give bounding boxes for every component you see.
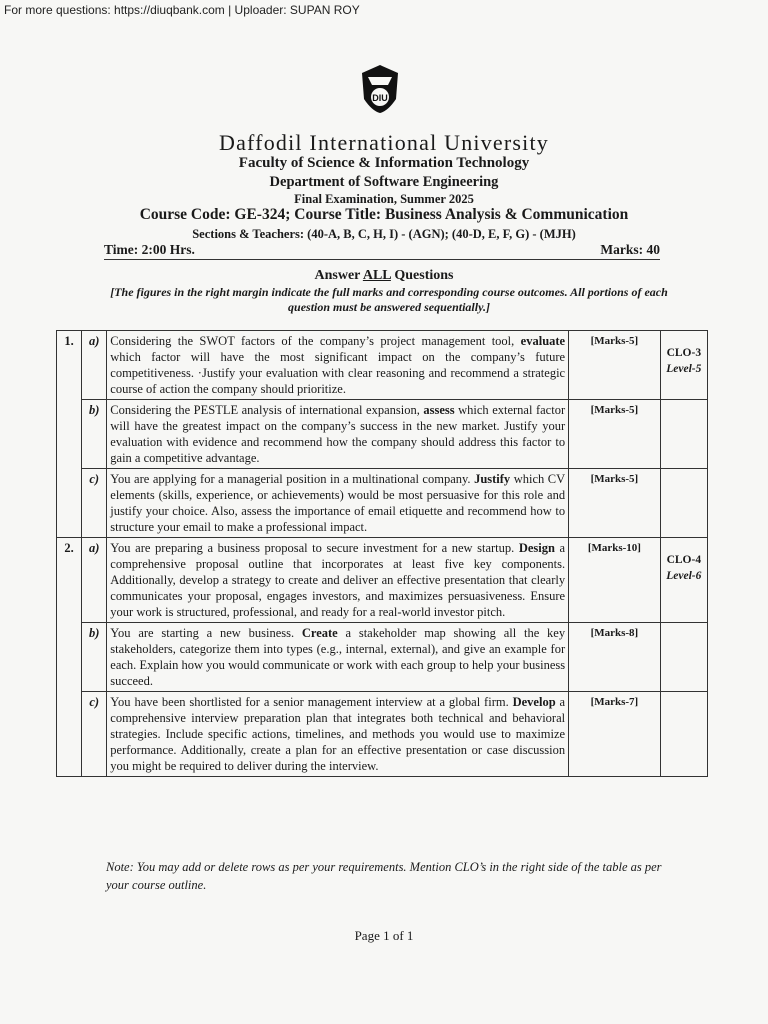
keyword: Create (301, 626, 338, 640)
answer-suffix: Questions (390, 268, 454, 283)
crest-text: DIU (372, 93, 388, 103)
answer-all-heading (0, 268, 768, 284)
course-title: Course Code: GE-324; Course Title: Business Analysis & Communication (139, 206, 629, 223)
question-table (56, 330, 708, 777)
question-row (57, 623, 708, 692)
question-row (57, 331, 708, 400)
question-text: You are preparing a business proposal to secure investment for a new startup. Design a comprehensive proposal outline that incorporates at least five key components. Additionally, develop a strategy to create and deliver an effective presentation that clearly communicates your proposal, engages investors, and maximizes persuasiveness. Ensure your work is structured, professional, and ready for a real-world investor pitch. (107, 538, 569, 623)
university-name: Daffodil International University (218, 130, 549, 155)
university-crest-icon (358, 63, 402, 115)
clo-cell (660, 400, 707, 469)
question-text: You have been shortlisted for a senior management interview at a global firm. Develop a comprehensive interview preparation plan that integrates both technical and behavioral strategies. Include specific actions, timelines, and methods you would use to maximize performance. Additionally, create a plan for an effective presentation or case discussion you might be required to deliver during the interview. (107, 692, 569, 777)
instructions: [The figures in the right margin indicate the full marks and corresponding course outcomes. All portions of each question must be answered sequentially.] (110, 285, 668, 314)
keyword: Justify (474, 472, 511, 486)
part-marks: [Marks-10] (569, 538, 661, 623)
question-text: You are starting a new business. Create a stakeholder map showing all the key stakeholders, categorize them into types (e.g., internal, external), and give an example for each. Explain how you would communicate or work with each group to help your business succeed. (107, 623, 569, 692)
faculty-name: Faculty of Science & Information Technology (238, 155, 530, 171)
part-label: a) (82, 538, 107, 623)
question-text: Considering the PESTLE analysis of international expansion, assess which external factor will have the greatest impact on the company’s success in the new market. Justify your evaluation with evidence and recommend how the company should address this factor to gain a competitive advantage. (107, 400, 569, 469)
question-text: You are applying for a managerial position in a multinational company. Justify which CV elements (skills, experience, or achievements) would be most persuasive for this role and justify your choice. Also, assess the importance of email etiquette and recommend how to structure your email to make a professional impact. (107, 469, 569, 538)
time-marks-row (104, 242, 660, 260)
part-marks: [Marks-8] (569, 623, 661, 692)
part-label: c) (82, 692, 107, 777)
keyword: evaluate (520, 334, 566, 348)
clo-level: Level-5 (666, 363, 702, 375)
clo-code: CLO-4 (666, 554, 702, 566)
clo-cell (660, 331, 707, 400)
question-row (57, 400, 708, 469)
sections-teachers: Sections & Teachers: (40-A, B, C, H, I) - (AGN); (40-D, E, F, G) - (MJH) (192, 227, 576, 241)
part-marks: [Marks-5] (569, 331, 661, 400)
part-marks: [Marks-5] (569, 400, 661, 469)
part-marks: [Marks-7] (569, 692, 661, 777)
clo-code: CLO-3 (666, 347, 702, 359)
part-label: a) (82, 331, 107, 400)
page-number: Page 1 of 1 (354, 928, 414, 943)
clo-cell (660, 538, 707, 623)
department-name: Department of Software Engineering (269, 174, 499, 190)
source-banner: For more questions: https://diuqbank.com | Uploader: SUPAN ROY (4, 3, 360, 17)
answer-prefix: Answer (314, 268, 363, 283)
clo-cell (660, 623, 707, 692)
keyword: assess (423, 403, 455, 417)
part-label: c) (82, 469, 107, 538)
keyword: Develop (512, 695, 556, 709)
question-text: Considering the SWOT factors of the company’s project management tool, evaluate which factor will have the most significant impact on the company’s future competitiveness. ·Justify your evaluation with clear reasoning and recommend a strategic course of action the company should prioritize. (107, 331, 569, 400)
question-row (57, 538, 708, 623)
exam-marks: Marks: 40 (600, 242, 660, 257)
clo-level: Level-6 (666, 570, 702, 582)
question-number: 1. (57, 331, 82, 538)
clo-cell (660, 692, 707, 777)
part-marks: [Marks-5] (569, 469, 661, 538)
part-label: b) (82, 400, 107, 469)
exam-time: Time: 2:00 Hrs. (104, 242, 195, 257)
keyword: Design (518, 541, 555, 555)
question-number: 2. (57, 538, 82, 777)
exam-title: Final Examination, Summer 2025 (294, 192, 474, 206)
footer-note: Note: You may add or delete rows as per your requirements. Mention CLO’s in the right side of the table as per your course outline. (106, 860, 662, 892)
part-label: b) (82, 623, 107, 692)
clo-cell (660, 469, 707, 538)
question-row (57, 692, 708, 777)
answer-all-keyword: ALL (362, 268, 391, 283)
question-row (57, 469, 708, 538)
